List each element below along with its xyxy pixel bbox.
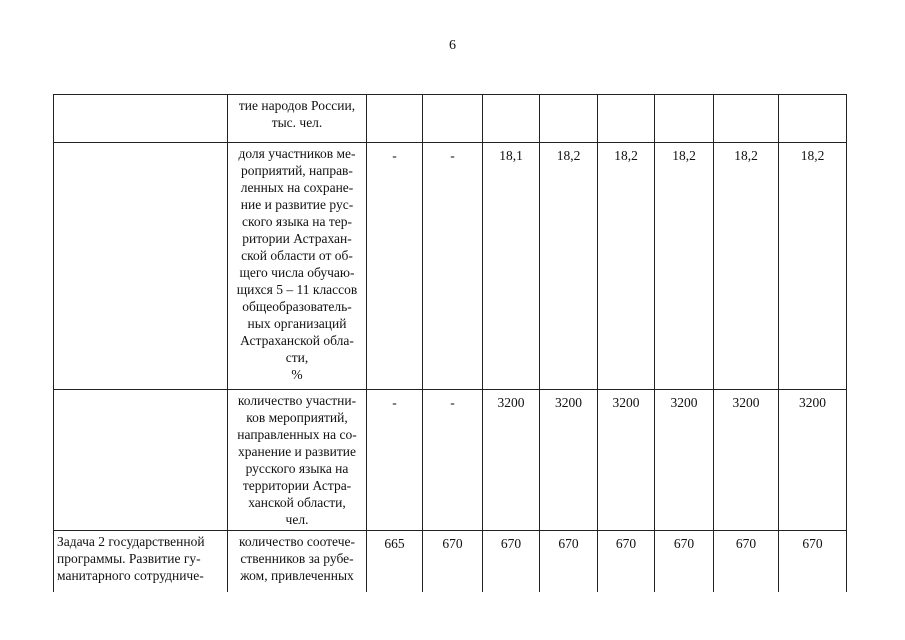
value-cell	[714, 95, 779, 143]
value-cell	[655, 95, 714, 143]
indicator-text-line: Астраханской обла-	[240, 333, 354, 348]
value-cell: 670	[598, 531, 655, 593]
indicator-text-line: %	[291, 367, 303, 382]
indicator-text-line: тыс. чел.	[271, 115, 323, 130]
value-cell: 3200	[714, 390, 779, 531]
indicator-cell	[228, 95, 367, 143]
indicator-text-line: территории Астра-	[242, 478, 352, 493]
value-cell: 18,2	[540, 143, 598, 390]
table-row	[54, 390, 847, 531]
value-cell: -	[423, 390, 483, 531]
indicator-text-line: количество соотече-	[239, 534, 355, 549]
task-cell	[54, 95, 228, 143]
value-cell: 3200	[655, 390, 714, 531]
indicator-text-line: ритории Астрахан-	[242, 231, 352, 246]
task-text-line: манитарного сотрудниче-	[57, 568, 204, 583]
value-cell: 18,2	[779, 143, 847, 390]
indicator-text-line: чел.	[285, 512, 309, 527]
value-cell: 665	[367, 531, 423, 593]
table-row	[54, 143, 847, 390]
indicators-table	[53, 94, 847, 592]
value-cell: 670	[714, 531, 779, 593]
indicator-text-line: сти,	[285, 350, 309, 365]
value-cell: 670	[540, 531, 598, 593]
task-cell	[54, 531, 228, 593]
value-cell: 18,1	[483, 143, 540, 390]
indicator-cell	[228, 143, 367, 390]
value-cell	[540, 95, 598, 143]
value-cell: 18,2	[714, 143, 779, 390]
value-cell: 670	[483, 531, 540, 593]
value-cell	[779, 95, 847, 143]
indicator-text-line: ленных на сохране-	[240, 180, 354, 195]
indicator-text-line: ханской области,	[248, 495, 346, 510]
task-cell	[54, 390, 228, 531]
indicator-text-line: ского языка на тер-	[241, 214, 352, 229]
indicator-text-line: ской области от об-	[241, 248, 353, 263]
table-row	[54, 531, 847, 593]
indicator-text-line: направленных на со-	[237, 427, 357, 442]
task-text-line: программы. Развитие гу-	[57, 551, 201, 566]
indicator-text-line: ние и развитие рус-	[240, 197, 354, 212]
indicator-cell	[228, 531, 367, 593]
value-cell	[423, 95, 483, 143]
task-cell	[54, 143, 228, 390]
value-cell: 670	[423, 531, 483, 593]
indicator-text-line: тие народов России,	[238, 98, 356, 113]
page-number: 6	[449, 38, 456, 53]
indicator-text-line: доля участников ме-	[238, 146, 356, 161]
value-cell	[367, 95, 423, 143]
indicator-text-line: щего числа обучаю-	[239, 265, 355, 280]
value-cell: 3200	[540, 390, 598, 531]
value-cell: -	[423, 143, 483, 390]
task-text-line: Задача 2 государственной	[57, 534, 205, 549]
value-cell	[598, 95, 655, 143]
value-cell: -	[367, 143, 423, 390]
indicator-text-line: ков мероприятий,	[246, 410, 348, 425]
indicator-text-line: роприятий, направ-	[241, 163, 353, 178]
indicator-text-line: количество участни-	[237, 393, 357, 408]
indicator-text-line: общеобразователь-	[242, 299, 352, 314]
value-cell: 18,2	[655, 143, 714, 390]
indicator-cell	[228, 390, 367, 531]
indicator-text-line: жом, привлеченных	[240, 568, 354, 583]
indicator-text-line: ных организаций	[247, 316, 347, 331]
value-cell: 3200	[598, 390, 655, 531]
value-cell	[483, 95, 540, 143]
value-cell: 18,2	[598, 143, 655, 390]
value-cell: 670	[779, 531, 847, 593]
indicator-text-line: русского языка на	[245, 461, 349, 476]
indicator-text-line: щихся 5 – 11 классов	[236, 282, 358, 297]
table-row	[54, 95, 847, 143]
value-cell: -	[367, 390, 423, 531]
value-cell: 670	[655, 531, 714, 593]
value-cell: 3200	[483, 390, 540, 531]
indicator-text-line: хранение и развитие	[238, 444, 356, 459]
indicator-text-line: ственников за рубе-	[240, 551, 354, 566]
value-cell: 3200	[779, 390, 847, 531]
